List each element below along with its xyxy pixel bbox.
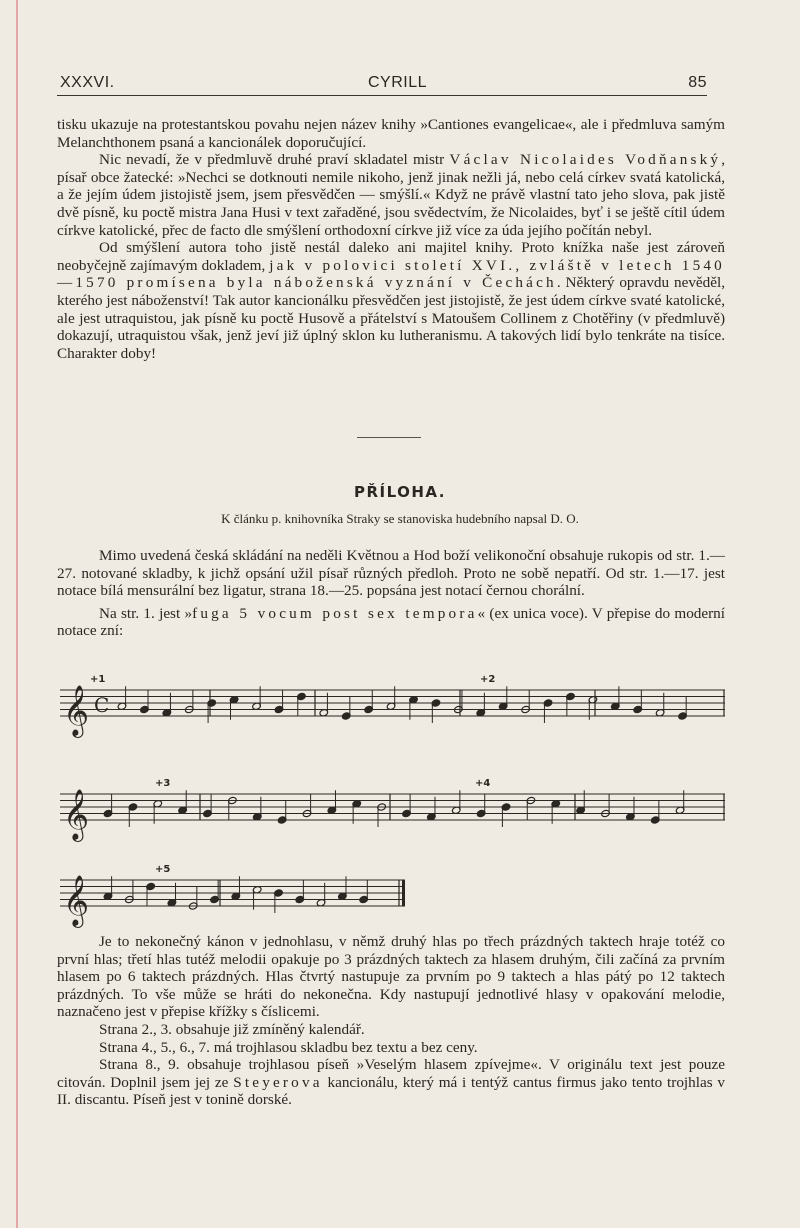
music-notation [60,772,735,852]
paragraph [57,239,725,362]
text-run: « (ex unica voce). V přepise do moderní notace zní: [57,604,725,640]
text-run: Nic nevadí, že v předmluvě druhé praví skladatel mistr [99,151,450,169]
text-run: Od smýšlení autora toho jistě nestál daleko ani majitel knihy. Proto knížka naše jest zároveň neobyčejně zajímavým dokladem, [57,239,725,274]
paragraph [57,605,725,640]
text-run: Je to nekonečný kánon v jednohlasu, v němž druhý hlas po třech prázdných taktech hraje totéž co první hlas; třetí hlas tutéž melodii opakuje po 3 prázdných taktech za hlasem druhým, čili začíná za prvním hlasem po 6 taktech prázdných. Hlas čtvrtý nastupuje za prvním po 9 taktech a hlas pátý po 12 taktech prázdných. To vše může se hráti do nekonečna. Kdy nastupují jednotlivé hlasy v opakování melodie, naznačeno jest v přepise křížky s číslicemi. [57,933,725,1021]
paragraph [57,933,725,1021]
margin-line [16,0,18,1228]
appendix-title: PŘÍLOHA. [353,483,447,501]
text-run: Mimo uvedená česká skládání na neděli Květnou a Hod boží velikonoční obsahuje rukopis od str. 1.—27. notované skladby, k jichž opsání užil písař různých předloh. Proto ne sobě nepatří. Od str. 1.—17. jest notace bílá mensurální bez ligatur, strana 18.—25. popsána jest notací černou chorální. [57,547,725,600]
text-block-lower [57,933,725,1109]
canon-entry-marker: +5 [155,864,171,875]
running-header [57,74,707,94]
time-signature: C [94,693,110,717]
text-block-upper [57,116,725,362]
spaced-text: fuga 5 vocum post sex tempora [192,604,478,622]
running-title: CYRILL [368,74,428,91]
text-run: kancionálu, který má i tentýž cantus firmus jako tento trojhlas v II. discantu. Píseň jest v tonině dorské. [57,1073,725,1109]
appendix-subtitle: K článku p. knihovníka Straky se stanoviska hudebního napsal D. O. [221,511,579,526]
paragraph [57,1021,725,1039]
paragraph [57,116,725,151]
text-run: . Některý opravdu nevěděl, kterého jest náboženství! Tak autor kancionálku přesvědčen jest jistojistě, že jest údem církve svaté katolické, ale jest utraquistou, jak písně ku poctě Husově a přátelství s Matoušem Collinem z Chotěřiny (v předmluvě) dokazují, utraquistou však, jenž jeví již úplný sklon ku lutheranismu. A takových lidí bylo tenkráte na tisíce. Charakter doby! [57,274,725,362]
paragraph [57,151,725,239]
text-run: Na str. 1. jest » [99,604,193,622]
header-rule [57,95,707,96]
paragraph [57,547,725,600]
music-staff-2 [60,772,735,852]
paragraph [57,1056,725,1109]
text-run: Strana 4., 5., 6., 7. má trojhlasou skladbu bez textu a bez ceny. [99,1038,478,1056]
treble-clef-icon: 𝄞 [63,685,90,736]
text-run: Strana 8., 9. obsahuje trojhlasou píseň »Veselým hlasem zpívejme«. V originálu text jest pouze citován. Doplnil jsem jej ze [57,1056,725,1091]
canon-entry-marker: +2 [480,674,496,685]
final-barline [402,880,405,906]
spaced-text: Steyerova [233,1073,323,1091]
canon-entry-marker: +3 [155,778,171,789]
text-run: , písař obce žatecké: »Nechci se dotknouti nemile nikoho, jenž jinak nežli já, nebo celá církev svatá katolická, a že jejím údem jistojistě jsem, jsem přesvědčen — smýšlí.« Když ne právě vlastní tato jeho slova, pak jistě dvě písně, ku poctě mistra Jana Husi v text zařaděné, jsou svědectvím, že Nicolaides, byť i se ještě cítil údem církve katolické, přec de facto dle smýšlení orthodoxní církve již více za úda jejího počítán nebyl. [57,151,725,239]
text-run: tisku ukazuje na protestantskou povahu nejen název knihy »Cantiones evangelicae«, ale i předmluva samým Melanchthonem psaná a kancionálek doporučující. [57,116,725,151]
page-number: 85 [688,74,707,91]
music-staff-1 [60,668,735,748]
canon-entry-marker: +4 [475,778,491,789]
section-divider [357,437,421,438]
canon-entry-marker: +1 [90,674,106,685]
music-notation [60,668,735,748]
treble-clef-icon: 𝄞 [63,789,90,840]
spaced-text: Václav Nicolaides Vodňanský [449,151,722,169]
volume-number: XXXVI. [60,74,115,91]
paragraph [57,1039,725,1057]
music-notation [60,858,415,938]
treble-clef-icon: 𝄞 [63,875,90,926]
text-block-middle [57,547,725,640]
text-run: Strana 2., 3. obsahuje již zmíněný kalendář. [99,1020,365,1038]
music-staff-3 [60,858,415,938]
spaced-text: jak v polovici století XVI., zvláště v letech 1540—1570 promísena byla náboženská vyznání v Čechách [57,256,725,292]
